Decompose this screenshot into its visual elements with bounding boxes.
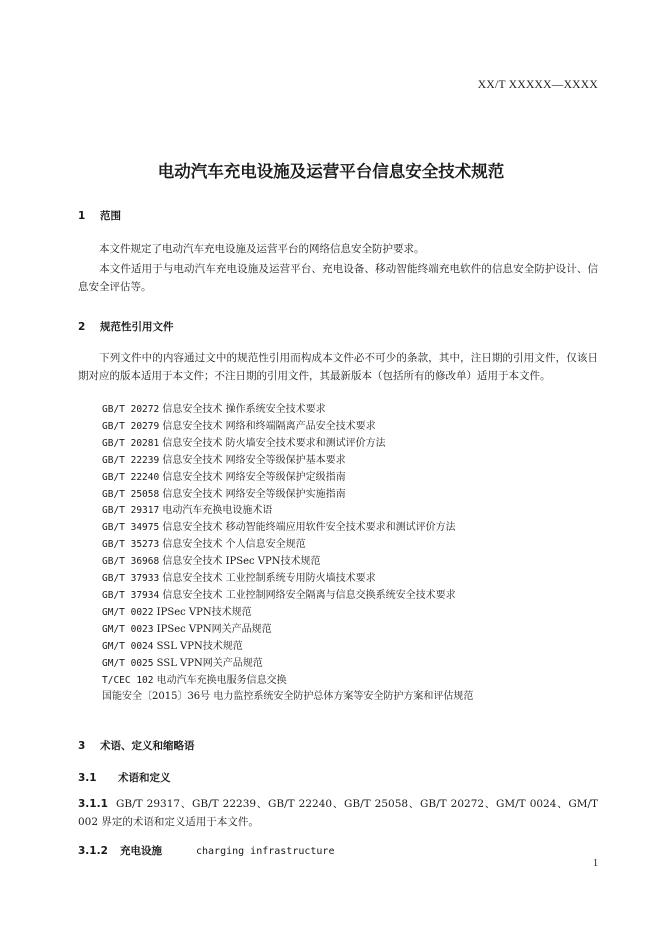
section-1-heading (78, 208, 121, 223)
term-chinese: 充电设施 (120, 845, 162, 857)
reference-item: GB/T 36968 信息安全技术 IPSec VPN技术规范 (102, 556, 321, 568)
term-english: charging infrastructure (196, 846, 335, 857)
section-2-intro-text: 下列文件中的内容通过文中的规范性引用而构成本文件必不可少的条款，其中，注日期的引用文件，仅该日期对应的版本适用于本文件；不注日期的引用文件，其最新版本（包括所有的修改单）适用于本文件。 (78, 352, 598, 382)
section-1-number: 1 (78, 210, 86, 222)
reference-item: GB/T 20279 信息安全技术 网络和终端隔离产品安全技术要求 (102, 420, 376, 432)
page-number: 1 (593, 858, 598, 869)
section-3-number: 3 (78, 740, 86, 752)
reference-item: GB/T 22240 信息安全技术 网络安全等级保护定级指南 (102, 471, 346, 483)
subsection-3-1-number: 3.1 (78, 772, 97, 784)
subsection-3-1-title: 术语和定义 (118, 772, 171, 784)
section-2-number: 2 (78, 321, 86, 333)
section-1-paragraph-2-text: 本文件适用于与电动汽车充电设施及运营平台、充电设备、移动智能终端充电软件的信息安全防护设计、信息安全评估等。 (78, 263, 598, 293)
section-1-paragraph-2 (78, 261, 598, 296)
document-title: 电动汽车充电设施及运营平台信息安全技术规范 (157, 162, 505, 181)
clause-3-1-1 (78, 796, 598, 831)
reference-item: GM/T 0023 IPSec VPN网关产品规范 (102, 623, 272, 635)
section-3-heading (78, 738, 195, 753)
reference-list (102, 402, 473, 706)
clause-3-1-1-text: GB/T 29317、GB/T 22239、GB/T 22240、GB/T 25058、GB/T 20272、GM/T 0024、GM/T 002 界定的术语和定义适用于本文件。 (78, 798, 598, 828)
section-1-paragraph-1 (78, 241, 598, 259)
reference-item: GM/T 0025 SSL VPN网关产品规范 (102, 657, 263, 669)
section-3-title: 术语、定义和缩略语 (100, 740, 195, 752)
reference-item: GB/T 20281 信息安全技术 防火墙安全技术要求和测试评价方法 (102, 437, 386, 449)
reference-item: GB/T 35273 信息安全技术 个人信息安全规范 (102, 539, 306, 551)
section-2-heading (78, 319, 174, 334)
clause-3-1-1-number: 3.1.1 (78, 798, 108, 810)
section-1-paragraph-1-text: 本文件规定了电动汽车充电设施及运营平台的网络信息安全防护要求。 (99, 243, 425, 255)
reference-item: GB/T 25058 信息安全技术 网络安全等级保护实施指南 (102, 488, 346, 500)
reference-item: GB/T 37933 信息安全技术 工业控制系统专用防火墙技术要求 (102, 573, 376, 585)
section-2-title: 规范性引用文件 (100, 321, 174, 333)
reference-item: GB/T 20272 信息安全技术 操作系统安全技术要求 (102, 404, 326, 415)
reference-item: GM/T 0024 SSL VPN技术规范 (102, 640, 243, 652)
reference-item: GB/T 22239 信息安全技术 网络安全等级保护基本要求 (102, 454, 346, 466)
section-1-title: 范围 (100, 210, 121, 222)
reference-item: GB/T 29317 电动汽车充换电设施术语 (102, 505, 273, 517)
reference-item: T/CEC 102 电动汽车充换电服务信息交换 (102, 674, 287, 686)
subsection-3-1-heading (78, 770, 171, 785)
clause-3-1-2-number: 3.1.2 (78, 845, 108, 857)
clause-3-1-2 (78, 843, 334, 858)
reference-item: 国能安全〔2015〕36号 电力监控系统安全防护总体方案等安全防护方案和评估规范 (102, 691, 474, 703)
standard-code: XX/T XXXXX—XXXX (477, 79, 598, 91)
reference-item: GB/T 37934 信息安全技术 工业控制网络安全隔离与信息交换系统安全技术要求 (102, 589, 456, 601)
reference-item: GM/T 0022 IPSec VPN技术规范 (102, 606, 252, 618)
reference-item: GB/T 34975 信息安全技术 移动智能终端应用软件安全技术要求和测试评价方法 (102, 522, 456, 534)
section-2-intro (78, 350, 598, 385)
